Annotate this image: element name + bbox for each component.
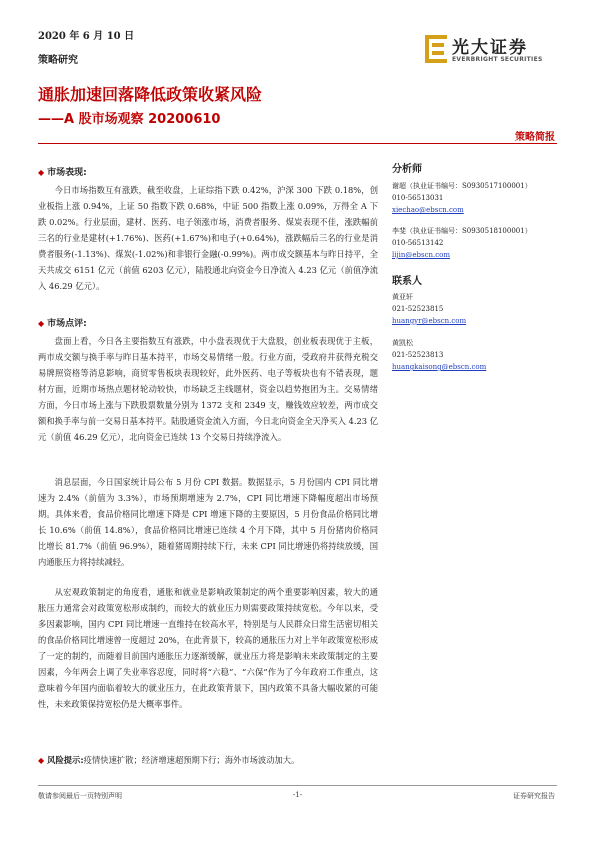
- diamond-bullet-icon: ◆: [38, 756, 45, 765]
- header-divider: [38, 143, 557, 144]
- analyst-1-phone: 010-56513031: [392, 194, 444, 202]
- page-number: -1-: [292, 791, 303, 799]
- logo-text: 光大证券: [452, 38, 528, 58]
- diamond-bullet-icon: ◆: [38, 319, 45, 328]
- logo-text-en: EVERBRIGHT SECURITIES: [452, 56, 543, 63]
- contact-2-phone: 021-52523813: [392, 351, 444, 359]
- paragraph-market-review-3: 从宏观政策制定的角度看，通胀和就业是影响政策制定的两个重要影响因素，较大的通胀压力通常会对政策宽松形成制约，而较大的就业压力则需要政策持续宽松。今年以来，受多因素影响，国内 CPI 同比增速一直维持在较高水平，特别是与人民群众日常生活密切相关的食品价格同比增速曾一度超过 20%，在此背景下，较高的通胀压力对上半年政策宽松形成了一定的制约，而随着目前国内通胀压力逐渐缓解，就业压力将是影响未来政策制定的主要因素，今年两会上调了失业率容忍度，同时将“六稳”、“六保”作为了今年政府工作重点，这意味着今年国内面临着较大的就业压力，在此政策背景下，国内政策不具备大幅收紧的可能性，未来政策保持宽松仍是大概率事件。: [38, 587, 378, 709]
- analyst-2-email-link[interactable]: lijin@ebscn.com: [392, 251, 451, 259]
- sidebar-analyst-heading: 分析师: [392, 164, 422, 175]
- paragraph-market-review-2: 消息层面，今日国家统计局公布 5 月份 CPI 数据。数据显示，5 月份国内 CPI 同比增速为 2.4%（前值为 3.3%），市场预期增速为 2.7%，CPI 同比增速下降幅度超出市场预期。具体来看，食品价格同比增速下降是 CPI 增速下降的主要原因，5 月份食品价格同比增长 10.6%（前值 14.8%），食品价格同比增速已连续 4 个月下降，其中 5 月份猪肉价格同比增长 81.7%（前值 96.9%），随着猪周期持续下行，未来 CPI 同比增速仍将持续放缓，国内通胀压力将持续减轻。: [38, 477, 378, 567]
- footer-divider: [38, 785, 557, 786]
- analyst-1-name-cert: 谢超（执业证书编号：S0930517100001）: [392, 182, 532, 190]
- report-date: 2020 年 6 月 10 日: [38, 31, 135, 42]
- footer-report-type: 证券研究报告: [513, 792, 555, 800]
- analyst-2-phone: 010-56513142: [392, 239, 444, 247]
- logo-icon: [425, 35, 447, 63]
- report-title: 通胀加速回落降低政策收紧风险: [38, 85, 263, 104]
- contact-1-phone: 021-52523815: [392, 305, 444, 313]
- sidebar-contact-heading: 联系人: [392, 276, 422, 287]
- report-subtitle: ——A 股市场观察 20200610: [38, 112, 221, 127]
- report-category: 策略研究: [38, 55, 78, 66]
- footer-disclaimer: 敬请参阅最后一页特别声明: [38, 792, 122, 800]
- analyst-2-name-cert: 李斐（执业证书编号：S0930518100001）: [392, 227, 532, 235]
- analyst-1-email-link[interactable]: xiechao@ebscn.com: [392, 206, 464, 214]
- section-heading-market-performance: ◆ 市场表现:: [38, 168, 87, 178]
- contact-2-email-link[interactable]: huangkaisong@ebscn.com: [392, 363, 487, 371]
- diamond-bullet-icon: ◆: [38, 168, 45, 177]
- risk-warning: ◆ 风险提示:疫情快速扩散；经济增速超预期下行；海外市场波动加大。: [38, 755, 300, 765]
- contact-2-name: 黄凯松: [392, 339, 413, 347]
- paragraph-market-performance: 今日市场指数互有涨跌，截至收盘，上证综指下跌 0.42%，沪深 300 下跌 0.18%，创业板指上涨 0.94%，上证 50 指数下跌 0.68%，中证 500 指数上涨 0.09%，万得全 A 下跌 0.02%。行业层面，建材、医药、电子领涨市场，消费者服务、煤炭表现不佳，涨跌幅前三名的行业是建材(+1.76%)、医药(+1.67%)和电子(+0.64%)，涨跌幅后三名的行业是消费者服务(-1.13%)、煤炭(-1.02%)和非银行金融(-0.99%)。两市成交额基本与昨日持平，全天共成交 6151 亿元（前值 6203 亿元），陆股通北向资金今日净流入 4.23 亿元（前值净流入 46.29 亿元）。: [38, 185, 378, 291]
- section-heading-market-review: ◆ 市场点评:: [38, 319, 87, 329]
- contact-1-name: 黄亚轩: [392, 293, 413, 301]
- paragraph-market-review-1: 盘面上看，今日各主要指数互有涨跌，中小盘表现优于大盘股，创业板表现优于主板，两市成交额与换手率与昨日基本持平，市场交易情绪一般。行业方面，受政府井获得充税交易牌照资格等消息影响，商贸零售板块表现较好，此外医药、电子等板块也有不错表现，题材方面，近期市场热点题材轮动较快，市场缺乏主线题材，资金以趋势抱团为主。交易情绪方面，今日市场上涨与下跌股票数量分别为 1372 支和 2349 支，赚钱效应较差，两市成交额和换手率与前一交易日基本持平。陆股通资金流入方面，今日北向资金全天净买入 4.23 亿元（前值 46.29 亿元），北向资金已连续 13 个交易日持续净流入。: [38, 336, 378, 442]
- contact-1-email-link[interactable]: huangyr@ebscn.com: [392, 317, 467, 325]
- doc-type-label: 策略简报: [515, 132, 555, 143]
